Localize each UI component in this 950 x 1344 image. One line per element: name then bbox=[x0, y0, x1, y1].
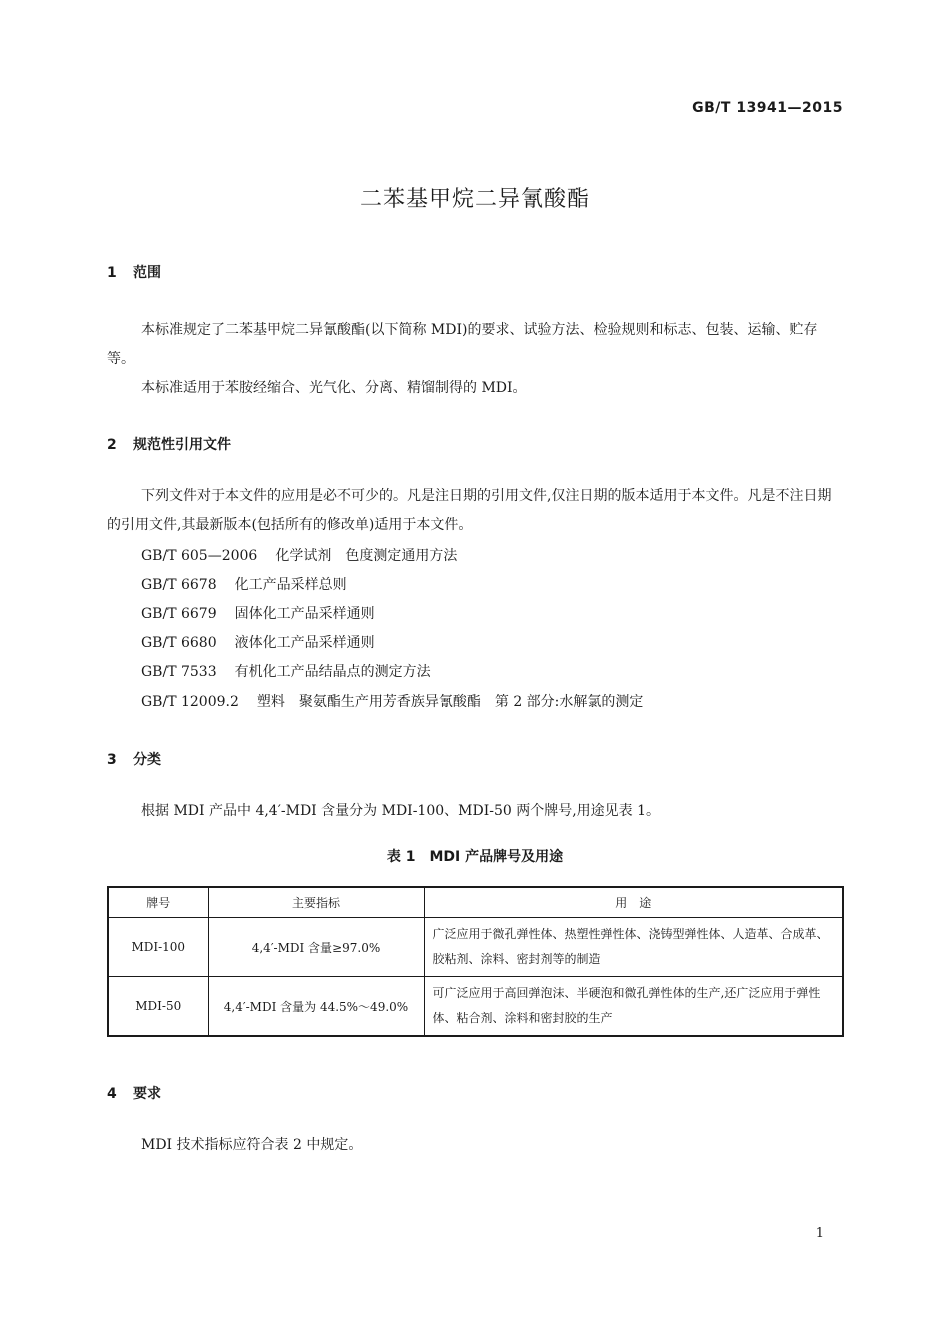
section-number: 1 bbox=[107, 265, 117, 281]
section-title: 分类 bbox=[133, 752, 161, 768]
column-header-usage: 用 途 bbox=[424, 887, 843, 918]
section-title: 要求 bbox=[133, 1086, 161, 1102]
standard-number: GB/T 13941—2015 bbox=[692, 100, 843, 116]
section-1-paragraph-2: 本标准适用于苯胺经缩合、光气化、分离、精馏制得的 MDI。 bbox=[141, 380, 527, 396]
table-row bbox=[108, 977, 843, 1037]
reference-code: GB/T 7533 bbox=[141, 664, 217, 680]
reference-item bbox=[141, 633, 375, 653]
cell-usage: 可广泛应用于高回弹泡沫、半硬泡和微孔弹性体的生产,还广泛应用于弹性体、粘合剂、涂料和密封胶的生产 bbox=[424, 977, 843, 1037]
section-3-paragraph: 根据 MDI 产品中 4,4′-MDI 含量分为 MDI-100、MDI-50 两个牌号,用途见表 1。 bbox=[141, 803, 661, 819]
column-header-grade: 牌号 bbox=[108, 887, 208, 918]
section-2-intro: 下列文件对于本文件的应用是必不可少的。凡是注日期的引用文件,仅注日期的版本适用于本文件。凡是不注日期的引用文件,其最新版本(包括所有的修改单)适用于本文件。 bbox=[107, 488, 832, 533]
reference-code: GB/T 6679 bbox=[141, 606, 217, 622]
cell-usage: 广泛应用于微孔弹性体、热塑性弹性体、浇铸型弹性体、人造革、合成革、胶粘剂、涂料、密封剂等的制造 bbox=[424, 918, 843, 977]
section-1-paragraph-1: 本标准规定了二苯基甲烷二异氰酸酯(以下简称 MDI)的要求、试验方法、检验规则和标志、包装、运输、贮存等。 bbox=[107, 322, 818, 367]
section-title: 范围 bbox=[133, 265, 161, 281]
reference-code: GB/T 12009.2 bbox=[141, 694, 239, 710]
reference-item bbox=[141, 692, 643, 712]
section-number: 3 bbox=[107, 752, 117, 768]
section-4-paragraph: MDI 技术指标应符合表 2 中规定。 bbox=[141, 1137, 363, 1153]
reference-title: 化工产品采样总则 bbox=[234, 577, 347, 593]
cell-grade: MDI-100 bbox=[108, 918, 208, 977]
reference-title: 液体化工产品采样通则 bbox=[234, 635, 375, 651]
table-row bbox=[108, 918, 843, 977]
section-1-heading bbox=[107, 262, 161, 282]
table-1-caption: 表 1 MDI 产品牌号及用途 bbox=[386, 849, 564, 865]
reference-code: GB/T 6678 bbox=[141, 577, 217, 593]
page-number: 1 bbox=[815, 1226, 824, 1241]
cell-indicator: 4,4′-MDI 含量≥97.0% bbox=[208, 918, 424, 977]
section-number: 4 bbox=[107, 1086, 117, 1102]
section-2-heading bbox=[107, 434, 231, 454]
reference-title: 化学试剂 色度测定通用方法 bbox=[275, 548, 458, 564]
reference-title: 固体化工产品采样通则 bbox=[234, 606, 375, 622]
section-3-heading bbox=[107, 749, 161, 769]
section-number: 2 bbox=[107, 437, 117, 453]
reference-code: GB/T 6680 bbox=[141, 635, 217, 651]
reference-item bbox=[141, 604, 375, 624]
grades-table bbox=[107, 886, 844, 1037]
reference-item bbox=[141, 546, 457, 566]
reference-title: 塑料 聚氨酯生产用芳香族异氰酸酯 第 2 部分:水解氯的测定 bbox=[256, 694, 644, 710]
document-title: 二苯基甲烷二异氰酸酯 bbox=[359, 187, 590, 212]
cell-indicator: 4,4′-MDI 含量为 44.5%～49.0% bbox=[208, 977, 424, 1037]
reference-item bbox=[141, 575, 347, 595]
reference-code: GB/T 605—2006 bbox=[141, 548, 258, 564]
reference-title: 有机化工产品结晶点的测定方法 bbox=[234, 664, 431, 680]
column-header-indicator: 主要指标 bbox=[208, 887, 424, 918]
section-4-heading bbox=[107, 1083, 161, 1103]
cell-grade: MDI-50 bbox=[108, 977, 208, 1037]
section-title: 规范性引用文件 bbox=[133, 437, 231, 453]
table-header-row bbox=[108, 887, 843, 918]
reference-item bbox=[141, 662, 431, 682]
